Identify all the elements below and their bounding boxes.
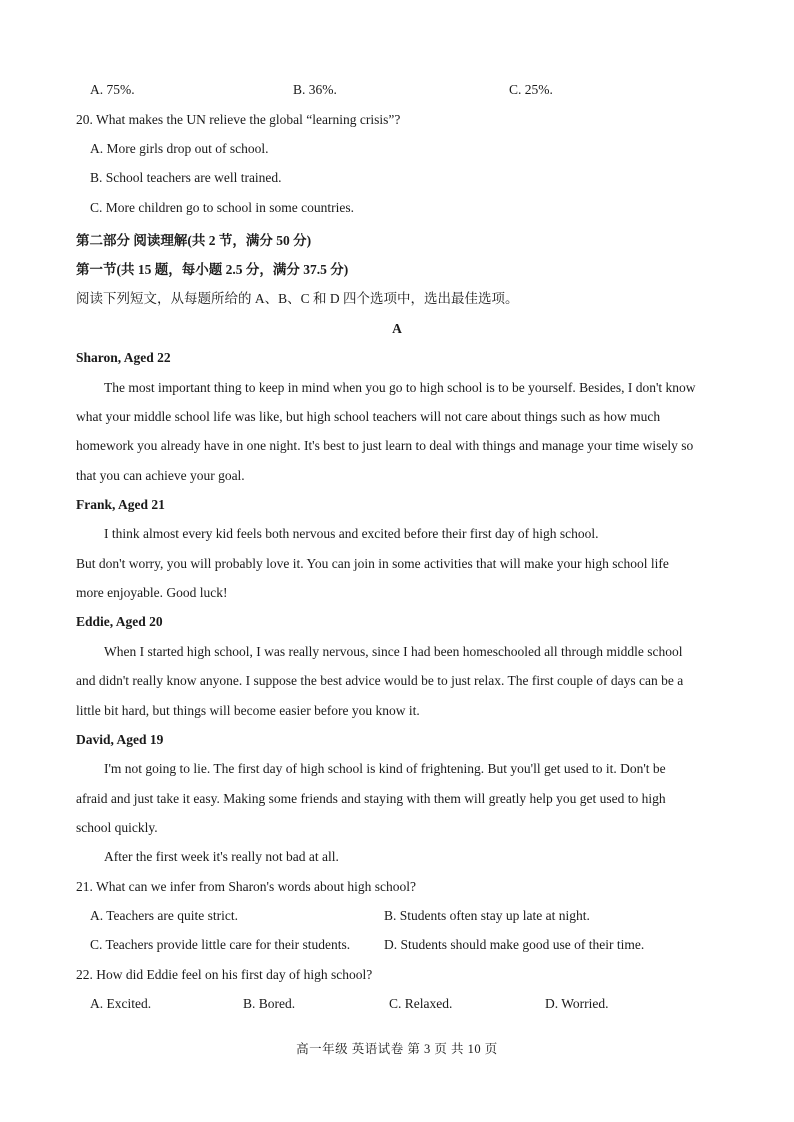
q22-option-d: D. Worried.	[545, 996, 609, 1011]
q22-option-b: B. Bored.	[243, 996, 296, 1011]
q19-option-c: C. 25%.	[509, 82, 553, 97]
q20-option-c: C. More children go to school in some countries.	[90, 200, 354, 215]
q22-option-c: C. Relaxed.	[389, 996, 453, 1011]
q22-question: 22. How did Eddie feel on his first day of high school?	[76, 967, 373, 982]
sharon-line-2: what your middle school life was like, but high school teachers will not care about things such as how much	[76, 409, 661, 424]
speaker-name-frank: Frank, Aged 21	[76, 497, 165, 512]
q22-option-a: A. Excited.	[90, 996, 152, 1011]
sharon-line-4: that you can achieve your goal.	[76, 468, 245, 483]
instructions: 阅读下列短文，从每题所给的 A、B、C 和 D 四个选项中，选出最佳选项。	[76, 291, 519, 306]
q21-option-b: B. Students often stay up late at night.	[384, 908, 590, 923]
david-line-1: I'm not going to lie. The first day of high school is kind of frightening. But you'll get used to it. Don't be	[104, 761, 666, 776]
passage-letter: A	[392, 321, 402, 336]
q21-question: 21. What can we infer from Sharon's words about high school?	[76, 879, 416, 894]
sharon-line-1: The most important thing to keep in mind when you go to high school is to be yourself. Besides, I don't know	[104, 380, 696, 395]
q19-option-b: B. 36%.	[293, 82, 337, 97]
david-line-3: school quickly.	[76, 820, 158, 835]
eddie-line-1: When I started high school, I was really nervous, since I had been homeschooled all through middle school	[104, 644, 683, 659]
q20-option-a: A. More girls drop out of school.	[90, 141, 269, 156]
sharon-line-3: homework you already have in one night. It's best to just learn to deal with things and manage your time wisely so	[76, 438, 694, 453]
q21-option-c: C. Teachers provide little care for their students.	[90, 937, 351, 952]
frank-line-2: But don't worry, you will probably love it. You can join in some activities that will make your high school life	[76, 556, 669, 571]
page-footer: 高一年级 英语试卷 第 3 页 共 10 页	[296, 1042, 498, 1056]
speaker-name-david: David, Aged 19	[76, 732, 164, 747]
david-line-2: afraid and just take it easy. Making some friends and staying with them will greatly help you get used to high	[76, 791, 666, 806]
section1-heading: 第一节(共 15 题，每小题 2.5 分，满分 37.5 分)	[76, 262, 349, 277]
frank-line-1: I think almost every kid feels both nervous and excited before their first day of high school.	[104, 526, 599, 541]
q20-question: 20. What makes the UN relieve the global “learning crisis”?	[76, 112, 401, 127]
q21-option-d: D. Students should make good use of their time.	[384, 937, 645, 952]
frank-line-3: more enjoyable. Good luck!	[76, 585, 228, 600]
q20-option-b: B. School teachers are well trained.	[90, 170, 282, 185]
q21-option-a: A. Teachers are quite strict.	[90, 908, 238, 923]
david-line-4: After the first week it's really not bad at all.	[104, 849, 339, 864]
eddie-line-2: and didn't really know anyone. I suppose the best advice would be to just relax. The first couple of days can be a	[76, 673, 684, 688]
eddie-line-3: little bit hard, but things will become easier before you know it.	[76, 703, 420, 718]
part2-heading: 第二部分 阅读理解(共 2 节，满分 50 分)	[76, 233, 312, 248]
speaker-name-sharon: Sharon, Aged 22	[76, 350, 171, 365]
q19-option-a: A. 75%.	[90, 82, 135, 97]
speaker-name-eddie: Eddie, Aged 20	[76, 614, 163, 629]
